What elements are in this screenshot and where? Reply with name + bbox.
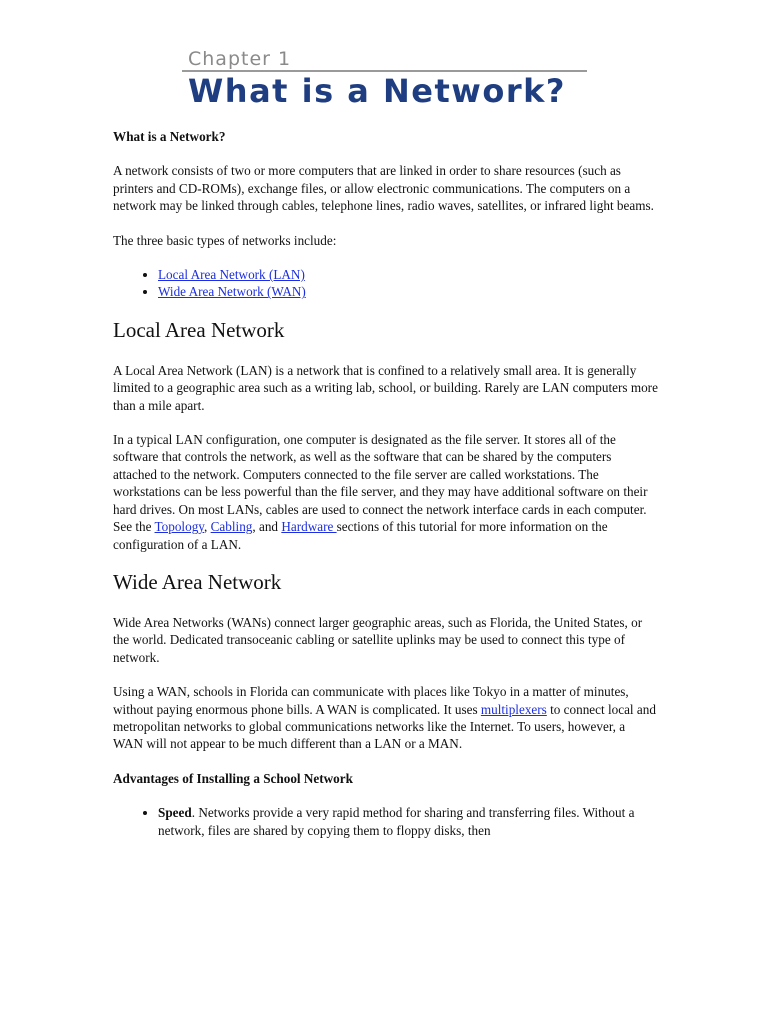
- speed-label: Speed: [158, 805, 192, 821]
- chapter-label: Chapter 1: [188, 48, 292, 70]
- wan-paragraph-2: Using a WAN, schools in Florida can communicate with places like Tokyo in a matter of minutes, without paying enormous phone bills. A WAN is complicated. It uses multiplexers to connect local and metropolitan networks to global communications networks like the Internet. To users, however, a WAN will not appear to be much different than a LAN or a MAN.: [113, 684, 656, 752]
- multiplexers-link[interactable]: multiplexers: [480, 701, 547, 717]
- wan-heading: Wide Area Network: [113, 569, 282, 594]
- document-body: [113, 128, 658, 856]
- wan-paragraph-1: Wide Area Networks (WANs) connect larger geographic areas, such as Florida, the United States, or the world. Dedicated transoceanic cabling or satellite uplinks may be used to connect this type of network.: [113, 614, 643, 665]
- wan-link[interactable]: Wide Area Network (WAN): [158, 284, 306, 300]
- speed-text: . Networks provide a very rapid method for sharing and transferring files. Without a network, files are shared by copying them to floppy disks, then: [158, 805, 635, 838]
- lan-link[interactable]: Local Area Network (LAN): [158, 267, 305, 283]
- list-item: [158, 804, 658, 839]
- list-item: [158, 283, 658, 300]
- section-heading-bold: What is a Network?: [113, 129, 226, 144]
- advantages-heading: Advantages of Installing a School Network: [113, 770, 353, 786]
- list-item: [158, 266, 658, 283]
- lan-heading: Local Area Network: [113, 317, 285, 342]
- topology-link[interactable]: Topology: [154, 519, 205, 535]
- network-types-list: [113, 266, 658, 301]
- lan-paragraph-2: In a typical LAN configuration, one computer is designated as the file server. It stores all of the software that controls the network, as well as the software that can be shared by the computers attached to the network. Computers connected to the file server are called workstations. The workstations can be less powerful than the file server, and they may have additional software on their hard drives. On most LANs, cables are used to connect the network interface cards in each computer. See the Topology, Cabling, and Hardware sections of this tutorial for more information on the configuration of a LAN.: [113, 432, 648, 552]
- advantages-list: [113, 804, 658, 839]
- types-intro: The three basic types of networks include:: [113, 232, 337, 248]
- cabling-link[interactable]: Cabling: [210, 519, 253, 535]
- lan-paragraph-1: A Local Area Network (LAN) is a network that is confined to a relatively small area. It is generally limited to a geographic area such as a writing lab, school, or building. Rarely are LAN computers more than a mile apart.: [113, 362, 658, 413]
- chapter-title: What is a Network?: [188, 72, 566, 110]
- intro-paragraph: A network consists of two or more computers that are linked in order to share resources (such as printers and CD-ROMs), exchange files, or allow electronic communications. The computers on a network may be linked through cables, telephone lines, radio waves, satellites, or infrared light beams.: [113, 163, 654, 214]
- hardware-link[interactable]: Hardware: [281, 519, 337, 535]
